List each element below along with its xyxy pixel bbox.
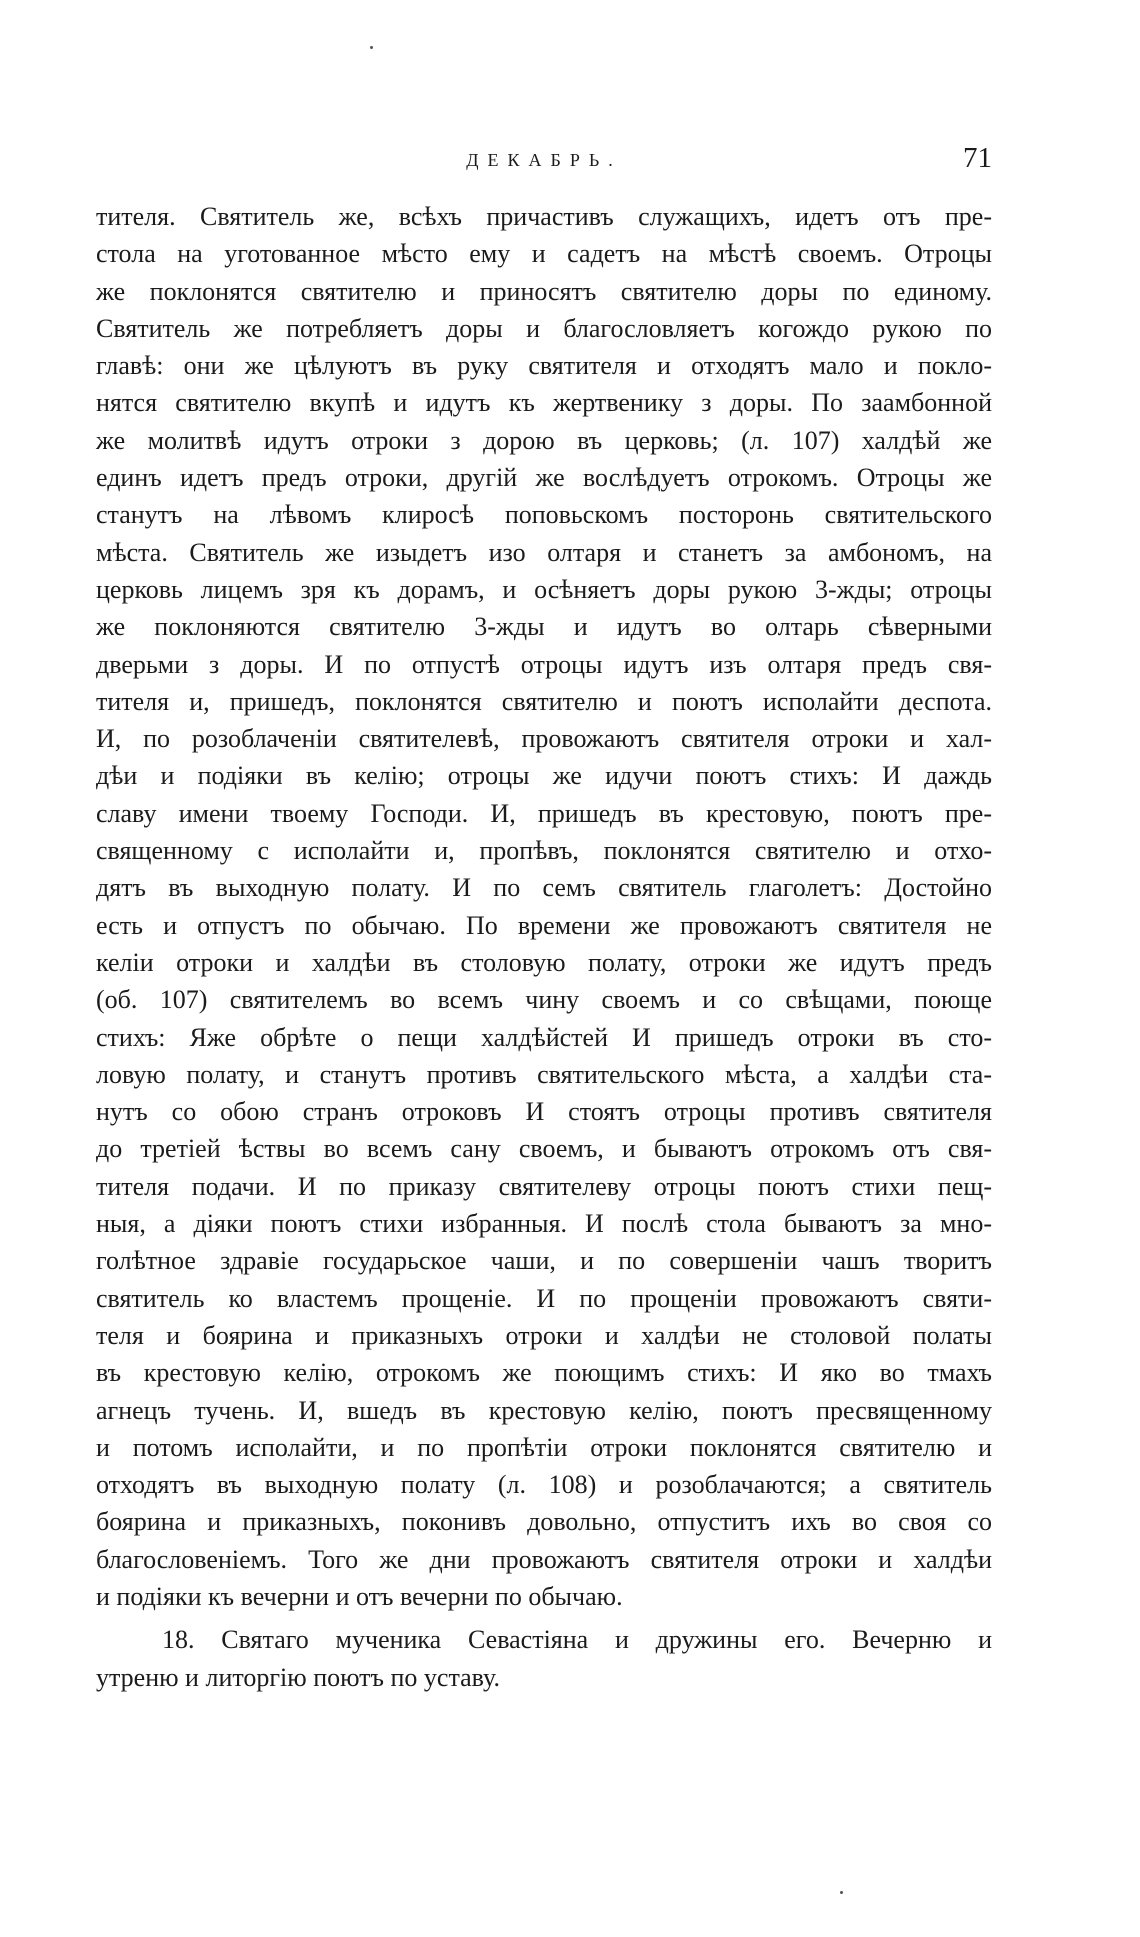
text-line: ловую полату, и станутъ противъ святительского мѣста, а халдѣи ста- (96, 1059, 992, 1089)
text-line: тителя. Святитель же, всѣхъ причастивъ служащихъ, идетъ отъ пре- (96, 202, 992, 231)
text-line: стола на уготованное мѣсто ему и садетъ на мѣстѣ своемъ. Отроцы (96, 239, 992, 269)
text-line: же молитвѣ идутъ отроки з дорою въ церковь; (л. 107) халдѣй же (96, 425, 992, 455)
running-head (96, 142, 992, 182)
text-line: же поклоняются святителю 3-жды и идутъ во олтарь сѣверными (96, 612, 992, 642)
text-line: тителя подачи. И по приказу святителеву отроцы поютъ стихи пещ- (96, 1171, 992, 1201)
text-line: святитель ко властемъ прощеніе. И по прощеніи провожаютъ святи- (96, 1283, 992, 1313)
text-line: нутъ со обою странъ отроковъ И стоятъ отроцы противъ святителя (96, 1097, 992, 1127)
text-line: стихъ: Яже обрѣте о пещи халдѣйстей И пришедъ отроки въ сто- (96, 1022, 992, 1052)
text-line: церковь лицемъ зря къ дорамъ, и осѣняетъ доры рукою 3-жды; отроцы (96, 574, 992, 604)
text-line: станутъ на лѣвомъ клиросѣ поповьскомъ посторонь святительского (96, 500, 992, 530)
text-line: единъ идетъ предъ отроки, другій же вослѣдуетъ отрокомъ. Отроцы же (96, 463, 992, 493)
text-line: въ крестовую келію, отрокомъ же поющимъ стихъ: И яко во тмахъ (96, 1358, 992, 1388)
text-line: и подіяки къ вечерни и отъ вечерни по обычаю. (96, 1581, 623, 1611)
text-line: до третіей ѣствы во всемъ сану своемъ, и бываютъ отрокомъ отъ свя- (96, 1134, 992, 1164)
page-number: 71 (963, 142, 992, 174)
body-text (96, 198, 992, 1696)
text-line: славу имени твоему Господи. И, пришедъ въ крестовую, поютъ пре- (96, 798, 992, 828)
paragraph (96, 1621, 992, 1696)
text-line: нятся святителю вкупѣ и идутъ къ жертвенику з доры. По заамбонной (96, 388, 992, 418)
paragraph (96, 198, 992, 1615)
text-line: отходятъ въ выходную полату (л. 108) и розоблачаются; а святитель (96, 1470, 992, 1500)
running-title: ДЕКАБРЬ. (466, 150, 622, 170)
text-line: священному с исполайти и, пропѣвъ, поклонятся святителю и отхо- (96, 836, 992, 866)
text-line: дверьми з доры. И по отпустѣ отроцы идутъ изъ олтаря предъ свя- (96, 649, 992, 679)
text-line: (об. 107) святителемъ во всемъ чину своемъ и со свѣщами, поюще (96, 985, 992, 1015)
text-line: благословеніемъ. Того же дни провожаютъ святителя отроки и халдѣи (96, 1544, 992, 1574)
text-line: дятъ въ выходную полату. И по семъ святитель глаголетъ: Достойно (96, 873, 992, 903)
text-line: главѣ: они же цѣлуютъ въ руку святителя и отходятъ мало и покло- (96, 351, 992, 381)
text-line: тителя и, пришедъ, поклонятся святителю и поютъ исполайти деспота. (96, 686, 992, 716)
text-line: голѣтное здравіе государьское чаши, и по совершеніи чашъ творитъ (96, 1246, 992, 1276)
text-line: Святитель же потребляетъ доры и благословляетъ когождо рукою по (96, 313, 992, 343)
print-speck (370, 46, 373, 49)
text-line: келіи отроки и халдѣи въ столовую полату, отроки же идутъ предъ (96, 947, 992, 977)
text-line: 18. Святаго мученика Севастіяна и дружины его. Вечерню и (162, 1625, 992, 1655)
text-line: боярина и приказныхъ, поконивъ довольно, отпуститъ ихъ во своя со (96, 1507, 992, 1537)
text-line: мѣста. Святитель же изыдетъ изо олтаря и станетъ за амбономъ, на (96, 537, 992, 567)
text-line: дѣи и подіяки въ келію; отроцы же идучи поютъ стихъ: И даждь (96, 761, 992, 791)
text-line: теля и боярина и приказныхъ отроки и халдѣи не столовой полаты (96, 1320, 992, 1350)
text-line: И, по розоблаченіи святителевѣ, провожаютъ святителя отроки и хал- (96, 724, 992, 754)
text-line: же поклонятся святителю и приносятъ святителю доры по единому. (96, 276, 992, 306)
text-line: утреню и литоргію поютъ по уставу. (96, 1662, 500, 1692)
text-line: ныя, а діяки поютъ стихи избранныя. И послѣ стола бываютъ за мно- (96, 1209, 992, 1239)
text-line: агнецъ тучень. И, вшедъ въ крестовую келію, поютъ пресвященному (96, 1395, 992, 1425)
text-line: и потомъ исполайти, и по пропѣтіи отроки поклонятся святителю и (96, 1432, 992, 1462)
print-speck (840, 1891, 843, 1894)
text-line: есть и отпустъ по обычаю. По времени же провожаютъ святителя не (96, 910, 992, 940)
